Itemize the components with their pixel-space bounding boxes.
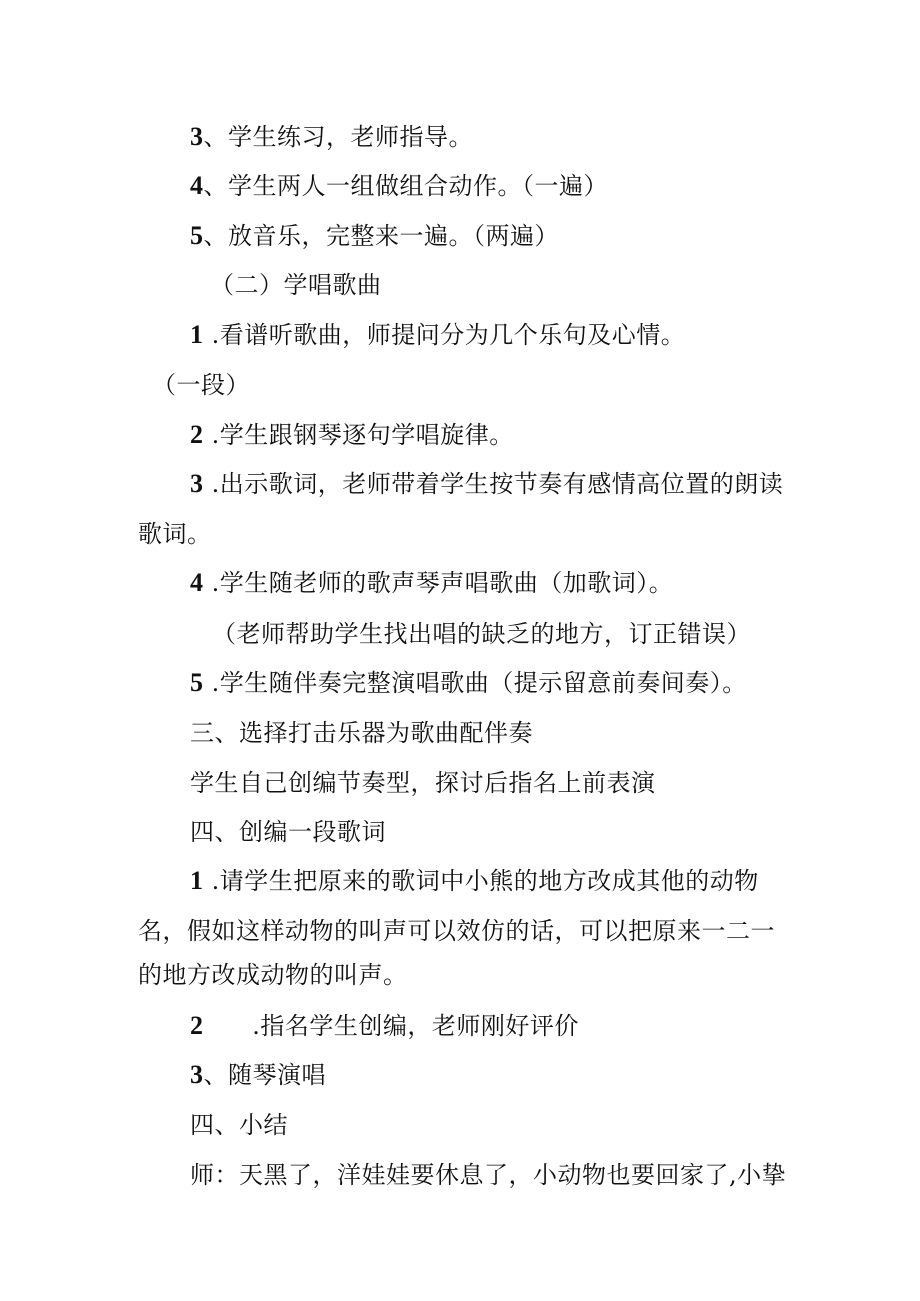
step-4-pairs — [190, 171, 608, 201]
lyrics-step-1-continued-2 — [138, 960, 408, 990]
line-text: 三、选择打击乐器为歌曲配伴奏 — [190, 719, 533, 747]
item-number: 4 — [190, 171, 204, 200]
line-text: 、学生练习，老师指导。 — [203, 123, 473, 151]
lyrics-step-3 — [190, 1060, 326, 1090]
item-number: 1 — [190, 866, 204, 895]
line-text: 师：天黑了，洋娃娃要休息了，小动物也要回家了,小挚 — [190, 1161, 787, 1189]
percussion-description — [190, 768, 656, 798]
line-text: 名，假如这样动物的叫声可以效仿的话，可以把原来一二一 — [138, 917, 775, 945]
item-number: 5 — [190, 221, 204, 250]
line-text: （老师帮助学生找出唱的缺乏的地方，订正错误） — [212, 620, 751, 648]
learn-step-3-continued — [138, 519, 212, 549]
line-text: 、学生两人一组做组合动作。（一遍） — [203, 172, 608, 200]
line-text: （二）学唱歌曲 — [210, 271, 382, 299]
summary-teacher-line — [190, 1160, 786, 1190]
line-text: .学生跟钢琴逐句学唱旋律。 — [203, 421, 514, 449]
learn-step-1-continued — [152, 370, 250, 400]
step-5-music — [190, 221, 559, 251]
step-3-practice — [190, 122, 473, 152]
learn-step-5 — [190, 668, 747, 698]
item-number: 3 — [190, 469, 204, 498]
learn-step-3 — [190, 469, 783, 499]
line-text: （一段） — [152, 371, 250, 399]
item-number: 4 — [190, 568, 204, 597]
line-text: 、随琴演唱 — [203, 1061, 326, 1089]
lyrics-step-1-continued — [138, 916, 775, 946]
section-heading-percussion — [190, 718, 533, 748]
learn-step-1 — [190, 320, 685, 350]
line-text: .出示歌词，老师带着学生按节奏有感情高位置的朗读 — [203, 470, 784, 498]
line-text: .指名学生创编，老师刚好评价 — [203, 1012, 579, 1040]
line-text: .学生随老师的歌声琴声唱歌曲（加歌词）。 — [203, 569, 674, 597]
line-text: .看谱听歌曲，师提问分为几个乐句及心情。 — [203, 321, 686, 349]
item-number: 3 — [190, 122, 204, 151]
learn-step-4 — [190, 568, 673, 598]
item-number: 2 — [190, 1011, 204, 1040]
line-text: 歌词。 — [138, 520, 212, 548]
item-number: 1 — [190, 320, 204, 349]
line-text: .请学生把原来的歌词中小熊的地方改成其他的动物 — [203, 867, 759, 895]
line-text: 四、小结 — [190, 1111, 288, 1139]
section-heading-summary — [190, 1110, 288, 1140]
lyrics-step-1 — [190, 866, 759, 896]
line-text: .学生随伴奏完整演唱歌曲（提示留意前奏间奏）。 — [203, 669, 747, 697]
line-text: 学生自己创编节奏型，探讨后指名上前表演 — [190, 769, 656, 797]
learn-step-2 — [190, 420, 514, 450]
learn-step-4-note — [212, 619, 751, 649]
section-heading-learn-song — [210, 270, 382, 300]
item-number: 3 — [190, 1060, 204, 1089]
line-text: 四、创编一段歌词 — [190, 818, 386, 846]
line-text: 的地方改成动物的叫声。 — [138, 961, 408, 989]
lyrics-step-2 — [190, 1011, 579, 1041]
line-text: 、放音乐，完整来一遍。（两遍） — [203, 222, 559, 250]
item-number: 5 — [190, 668, 204, 697]
section-heading-lyrics — [190, 817, 386, 847]
item-number: 2 — [190, 420, 204, 449]
